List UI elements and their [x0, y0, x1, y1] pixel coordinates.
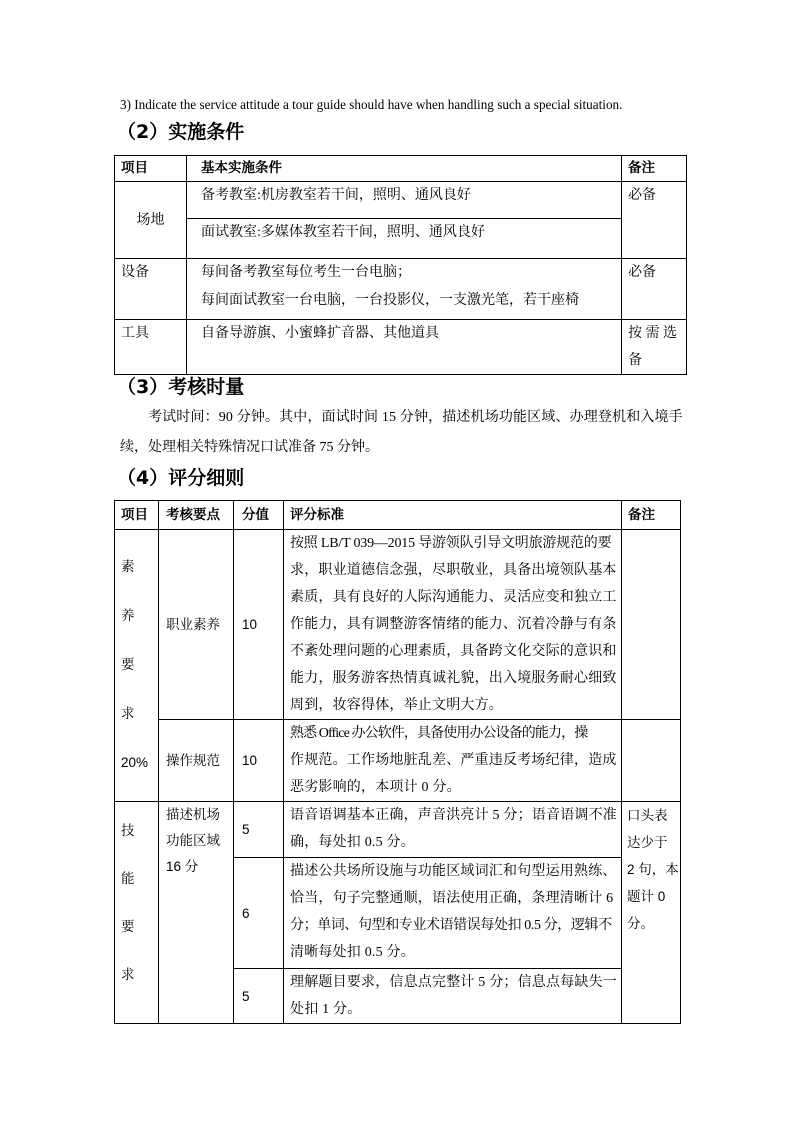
- criteria-line: 分；单词、句型和专业术语错误每处扣 0.5 分，逻辑不: [290, 918, 612, 933]
- criteria-cell: [284, 530, 622, 720]
- note-line: 2 句，本: [627, 862, 679, 877]
- implementation-conditions-table: [114, 155, 687, 375]
- note-line: 口头表: [627, 808, 668, 823]
- criteria-line: 语音语调基本正确，声音洪亮计 5 分；语音语调不准: [290, 808, 617, 823]
- header-assessment-point: 考核要点: [159, 501, 234, 530]
- criteria-line: 处扣 1 分。: [290, 1002, 362, 1017]
- criteria-line: 描述公共场所设施与功能区域词汇和句型运用熟练、: [290, 864, 617, 879]
- condition-line: 每间面试教室一台电脑，一台投影仪，一支激光笔，若干座椅: [201, 293, 579, 308]
- criteria-line: 能力，服务游客热情真诚礼貌，出入境服务耐心细致: [290, 671, 617, 686]
- item-char: 养: [121, 608, 135, 623]
- note-line: 按 需 选: [628, 326, 677, 341]
- item-char: 技: [121, 823, 135, 838]
- score-cell: 5: [234, 969, 284, 1024]
- condition-line: 每间备考教室每位考生一台电脑；: [201, 265, 411, 280]
- score-cell: 10: [234, 720, 284, 802]
- header-note: 备注: [622, 156, 687, 182]
- table-row: [115, 219, 687, 259]
- assessment-point-line: 16 分: [166, 859, 199, 874]
- criteria-line: 素质，具有良好的人际沟通能力、灵活应变和独立工: [290, 590, 617, 605]
- paragraph-line: 续，处理相关特殊情况口试准备 75 分钟。: [120, 440, 379, 455]
- tools-item-cell: 工具: [115, 320, 187, 375]
- skill-requirement-item-cell: [115, 802, 159, 1024]
- table-row: [115, 530, 681, 720]
- criteria-cell: [284, 802, 622, 858]
- criteria-line: 作能力，具有调整游客情绪的能力、沉着冷静与有条: [290, 617, 617, 632]
- table-header-row: [115, 501, 681, 530]
- note-line: 题计 0: [627, 889, 666, 904]
- header-item: 项目: [115, 501, 159, 530]
- criteria-line: 理解题目要求，信息点完整计 5 分；信息点每缺失一: [290, 975, 617, 990]
- note-line: 达少于: [627, 835, 668, 850]
- note-line: 备: [628, 353, 642, 368]
- exam-duration-paragraph: [120, 403, 710, 463]
- equipment-item-cell: 设备: [115, 259, 187, 320]
- criteria-cell: [284, 720, 622, 802]
- note-cell: [622, 720, 681, 802]
- table-header-row: [115, 156, 687, 182]
- criteria-line: 求，职业道德信念强，尽职敬业，具备出境领队基本: [290, 563, 617, 578]
- score-cell: 10: [234, 530, 284, 720]
- condition-cell: 自备导游旗、小蜜蜂扩音器、其他道具: [187, 320, 622, 375]
- section3-heading: （3）考核时量: [117, 376, 245, 398]
- table-row: [115, 320, 687, 375]
- criteria-line: 周到，妆容得体，举止文明大方。: [290, 698, 503, 713]
- assessment-point-cell: [159, 802, 234, 1024]
- criteria-line: 不紊处理问题的心理素质，具备跨文化交际的意识和: [290, 644, 617, 659]
- criteria-line: 作规范。工作场地脏乱差、严重违反考场纪律，造成: [290, 753, 617, 768]
- note-line: 分。: [627, 916, 654, 931]
- item-weight: 20%: [121, 755, 149, 770]
- condition-cell: 面试教室:多媒体教室若干间，照明、通风良好: [187, 219, 622, 259]
- criteria-cell: [284, 858, 622, 969]
- note-cell: [622, 802, 681, 1024]
- item-char: 求: [121, 706, 135, 721]
- criteria-line: 确，每处扣 0.5 分。: [290, 835, 415, 850]
- header-score: 分值: [234, 501, 284, 530]
- venue-item-cell: 场地: [115, 182, 187, 259]
- score-cell: 6: [234, 858, 284, 969]
- header-item: 项目: [115, 156, 187, 182]
- table-row: [115, 182, 687, 219]
- criteria-line: 恶劣影响的，本项计 0 分。: [290, 780, 461, 795]
- paragraph-line: 考试时间：90 分钟。其中，面试时间 15 分钟，描述机场功能区域、办理登机和入境手: [148, 410, 683, 425]
- header-criteria: 评分标准: [284, 501, 622, 530]
- header-basic-conditions: 基本实施条件: [187, 156, 622, 182]
- scoring-rules-table: [114, 500, 681, 1024]
- assessment-point-line: 描述机场: [166, 807, 220, 822]
- condition-cell: [187, 259, 622, 320]
- item-char: 能: [121, 871, 135, 886]
- intro-question-line: 3) Indicate the service attitude a tour guide should have when handling such a special situation.: [120, 97, 623, 112]
- condition-cell: 备考教室:机房教室若干间，照明、通风良好: [187, 182, 622, 219]
- note-cell: [622, 320, 687, 375]
- quality-requirement-item-cell: [115, 530, 159, 802]
- item-char: 要: [121, 657, 135, 672]
- criteria-line: 清晰每处扣 0.5 分。: [290, 945, 415, 960]
- note-cell: 必备: [622, 259, 687, 320]
- item-char: 素: [121, 559, 135, 574]
- table-row: [115, 259, 687, 320]
- criteria-cell: [284, 969, 622, 1024]
- note-cell: [622, 530, 681, 720]
- assessment-point-cell: 操作规范: [159, 720, 234, 802]
- criteria-line: 按照 LB/T 039—2015 导游领队引导文明旅游规范的要: [290, 536, 612, 551]
- assessment-point-cell: 职业素养: [159, 530, 234, 720]
- criteria-line: 熟悉 Office 办公软件，具备使用办公设备的能力，操: [290, 726, 588, 741]
- table-row: [115, 720, 681, 802]
- section2-heading: （2）实施条件: [117, 121, 245, 143]
- note-cell: 必备: [622, 182, 687, 259]
- section4-heading: （4）评分细则: [117, 467, 245, 489]
- criteria-line: 恰当，句子完整通顺，语法使用正确，条理清晰计 6: [290, 891, 614, 906]
- item-char: 要: [121, 919, 135, 934]
- assessment-point-line: 功能区域: [166, 833, 220, 848]
- table-row: [115, 802, 681, 858]
- score-cell: 5: [234, 802, 284, 858]
- header-note: 备注: [622, 501, 681, 530]
- item-char: 求: [121, 967, 135, 982]
